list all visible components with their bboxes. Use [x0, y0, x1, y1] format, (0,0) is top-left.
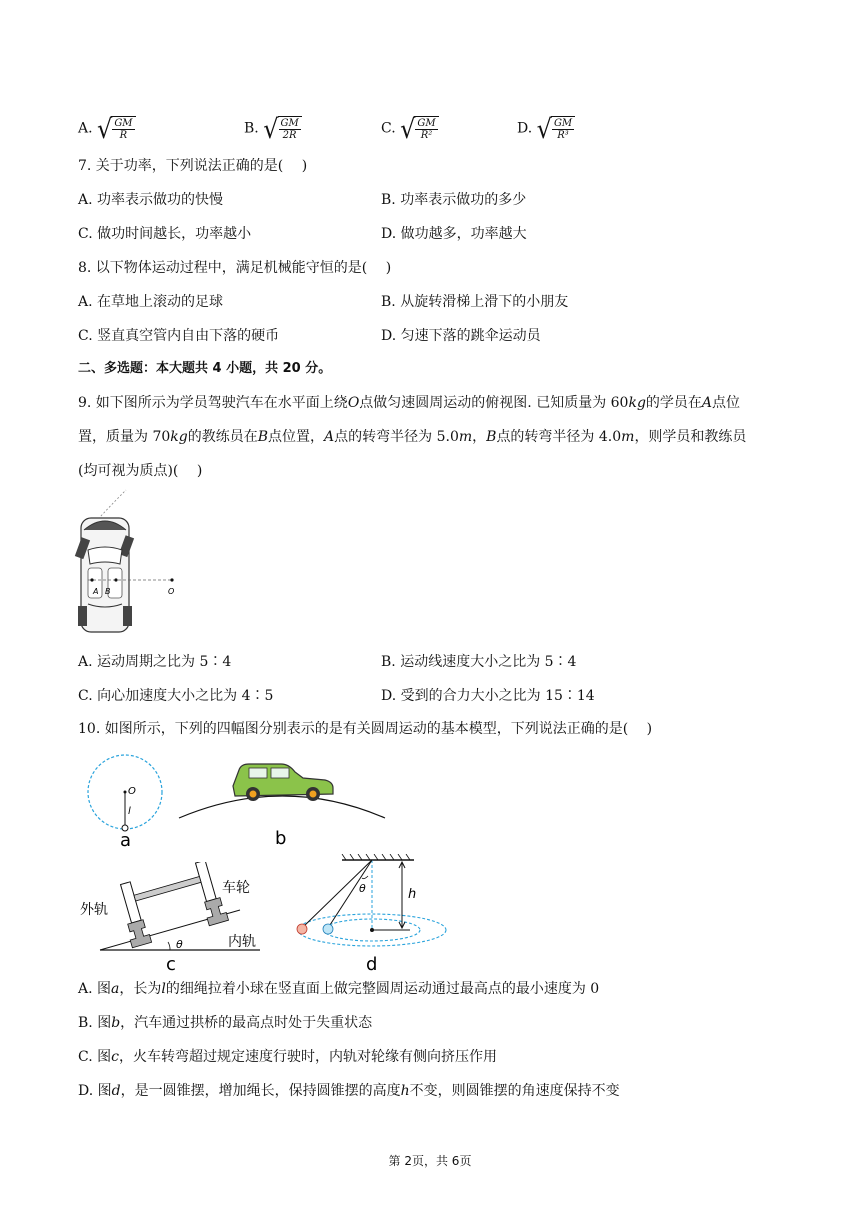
q7-stem: 7. 关于功率，下列说法正确的是( )	[78, 158, 308, 174]
q10-stem: 10. 如图所示，下列的四幅图分别表示的是有关圆周运动的基本模型，下列说法正确的是( )	[78, 721, 653, 737]
section-heading: 二、多选题：本大题共 4 小题，共 20 分。	[78, 361, 332, 376]
label-l: l	[128, 806, 131, 817]
caption-d: d	[366, 954, 378, 975]
q10-option-d: D. 图d，是一圆锥摆，增加绳长，保持圆锥摆的高度h不变，则圆锥摆的角速度保持不变	[78, 1083, 620, 1099]
q6-option-b: B. √ $\frac{GM}{2R}$	[244, 116, 302, 141]
q10-option-a: A. 图a，长为l的细绳拉着小球在竖直面上做完整圆周运动通过最高点的最小速度为 0	[78, 981, 600, 997]
q7-option-d: D. 做功越多，功率越大	[381, 226, 527, 242]
q8-option-c: C. 竖直真空管内自由下落的硬币	[78, 328, 280, 344]
q9-stem-line2: 置，质量为 70kg的教练员在B点位置，A点的转弯半径为 5.0m，B点的转弯半径为 4.0m，则学员和教练员	[78, 429, 747, 445]
sqrt-expression: √ $\frac{GM}{\text{R²}}$	[400, 116, 439, 141]
label-theta: θ	[176, 938, 183, 951]
q6-option-a: A. √ $\frac{GM}{R}$	[78, 116, 136, 141]
q9-option-a: A. 运动周期之比为 5∶4	[78, 654, 232, 670]
q10-figure-c	[80, 862, 270, 972]
q10-figure-a	[80, 754, 170, 850]
label-o: O	[128, 786, 136, 797]
q7-option-a: A. 功率表示做功的快慢	[78, 192, 224, 208]
sqrt-expression: √ $\frac{GM}{R}$	[97, 116, 136, 141]
caption-b: b	[275, 828, 287, 849]
label-theta: θ	[359, 882, 366, 895]
q6-option-c: C. √ $\frac{GM}{\text{R²}}$	[381, 116, 439, 141]
q9-car-figure	[68, 488, 198, 640]
q7-option-b: B. 功率表示做功的多少	[381, 192, 527, 208]
label-h: h	[408, 887, 417, 902]
q7-option-c: C. 做功时间越长，功率越小	[78, 226, 252, 242]
q9-stem-line3: (均可视为质点)( )	[78, 463, 203, 479]
q8-stem: 8. 以下物体运动过程中，满足机械能守恒的是( )	[78, 260, 392, 276]
page-number: 第 2页，共 6页	[388, 1154, 472, 1168]
label-o: O	[168, 587, 175, 596]
caption-c: c	[166, 954, 176, 972]
q10-option-c: C. 图c，火车转弯超过规定速度行驶时，内轨对轮缘有侧向挤压作用	[78, 1049, 497, 1065]
q6-option-d: D. √ $\frac{GM}{\text{R³}}$	[517, 116, 575, 141]
q10-figure-b	[175, 756, 390, 852]
point-a	[90, 578, 93, 581]
q10-option-b: B. 图b，汽车通过拱桥的最高点时处于失重状态	[78, 1015, 373, 1031]
point-b	[114, 578, 117, 581]
label-a: A	[93, 587, 99, 596]
q9-option-d: D. 受到的合力大小之比为 15∶14	[381, 688, 595, 704]
sqrt-expression: √ $\frac{GM}{\text{R³}}$	[537, 116, 576, 141]
label-outer-rail: 外轨	[80, 902, 108, 918]
sqrt-expression: √ $\frac{GM}{2R}$	[263, 116, 302, 141]
q10-figure-d	[290, 854, 460, 976]
q8-option-a: A. 在草地上滚动的足球	[78, 294, 224, 310]
point-o	[170, 578, 173, 581]
q8-option-b: B. 从旋转滑梯上滑下的小朋友	[381, 294, 569, 310]
label-wheel: 车轮	[222, 880, 250, 896]
q8-option-d: D. 匀速下落的跳伞运动员	[381, 328, 541, 344]
label-b: B	[105, 587, 111, 596]
caption-a: a	[120, 830, 132, 850]
q9-option-b: B. 运动线速度大小之比为 5∶4	[381, 654, 577, 670]
label-inner-rail: 内轨	[228, 934, 256, 950]
q9-stem-line1: 9. 如下图所示为学员驾驶汽车在水平面上绕O点做匀速圆周运动的俯视图. 已知质量为 60kg的学员在A点位	[78, 395, 741, 411]
q9-option-c: C. 向心加速度大小之比为 4∶5	[78, 688, 274, 704]
